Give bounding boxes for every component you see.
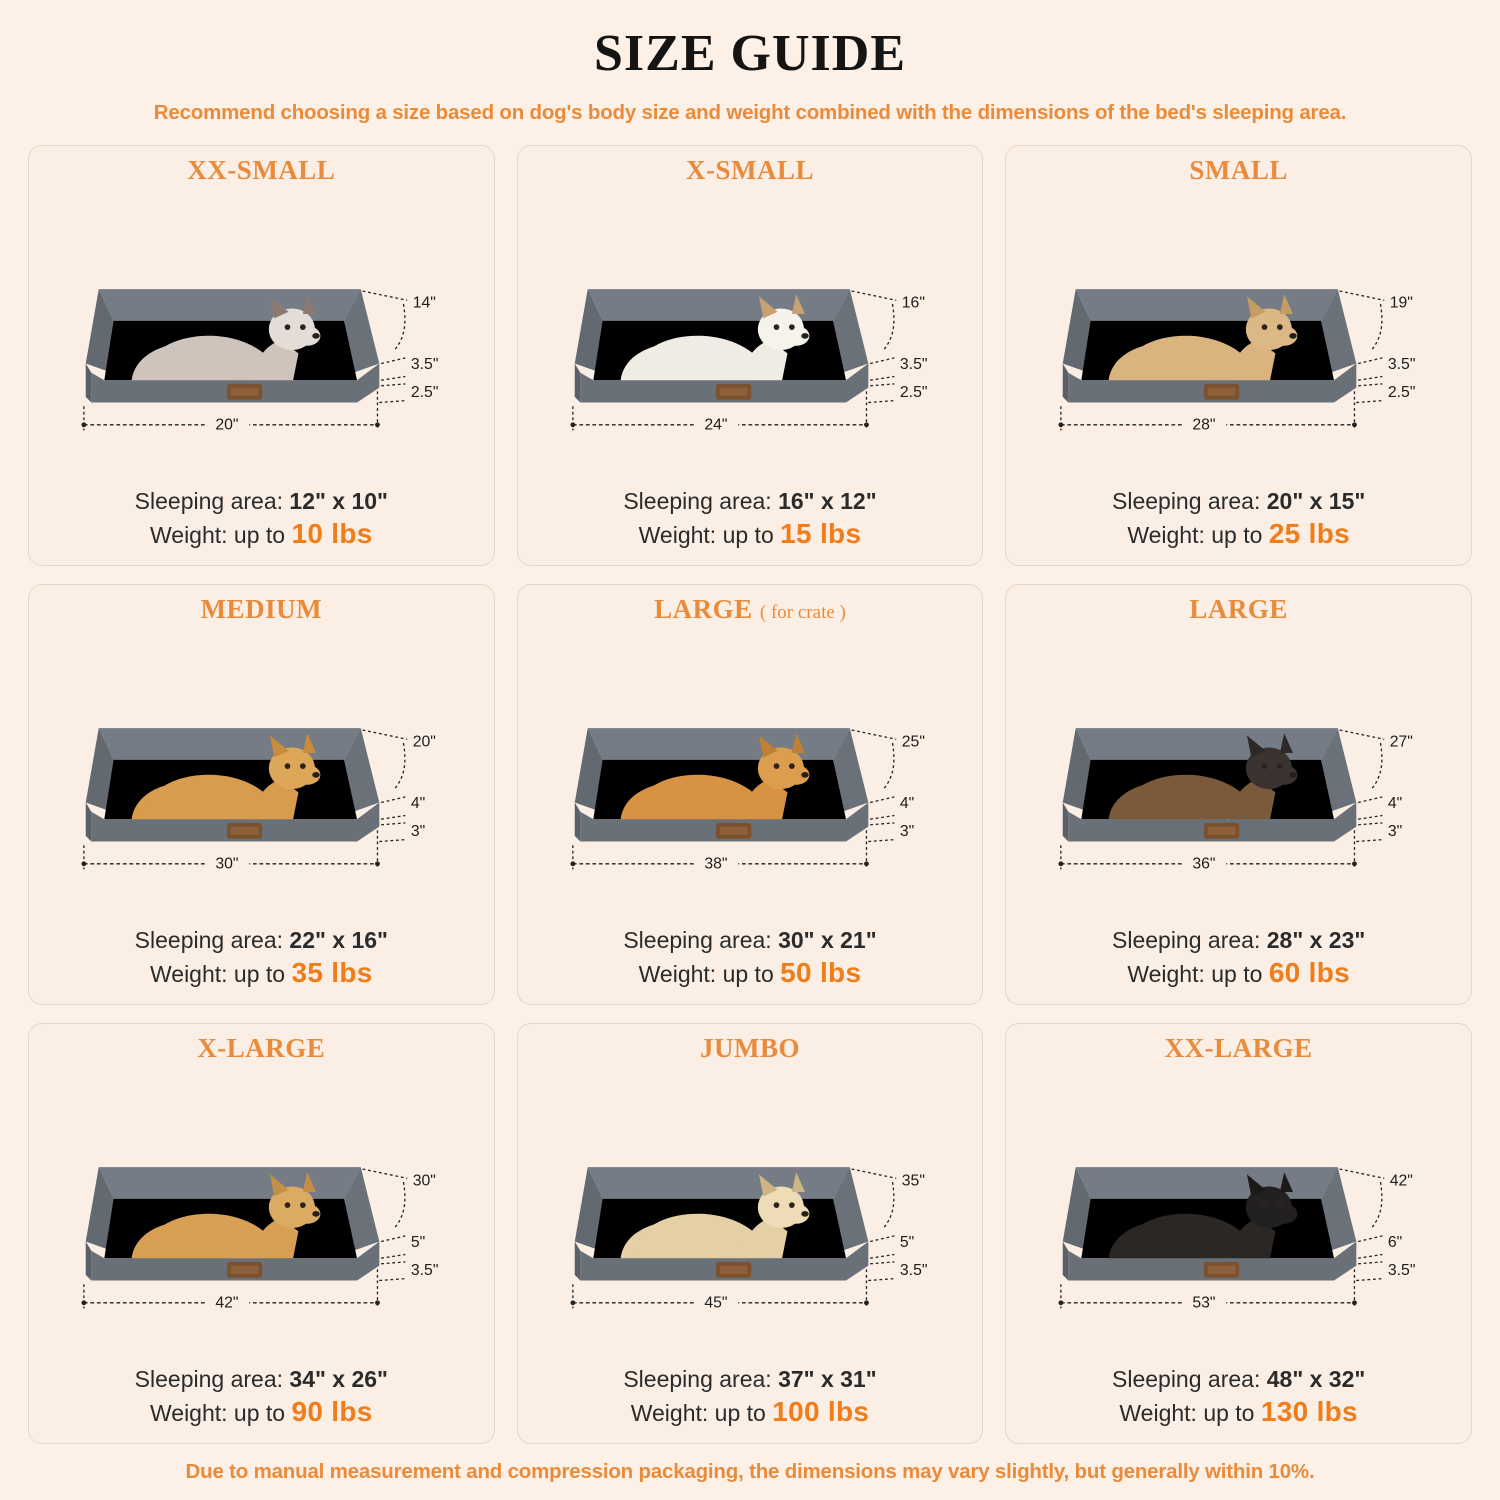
bed-svg — [43, 627, 480, 925]
weight-line — [43, 516, 480, 553]
size-card-title — [1189, 595, 1288, 625]
size-card-small[interactable] — [1005, 145, 1472, 566]
bolster-label: 3.5" — [899, 355, 928, 373]
height-label: 19" — [1390, 294, 1414, 312]
weight-value: 90 lbs — [291, 1396, 373, 1428]
sleeping-area-line — [1020, 486, 1457, 516]
base-label: 3.5" — [1388, 1261, 1416, 1279]
weight-label: Weight: up to — [638, 961, 781, 988]
sleeping-area-value: 48" x 32" — [1266, 1365, 1366, 1392]
sleeping-area-line — [43, 1364, 480, 1394]
weight-value: 60 lbs — [1268, 957, 1350, 989]
size-name: X-SMALL — [685, 155, 814, 185]
width-label: 36" — [1192, 855, 1216, 873]
width-label: 20" — [215, 416, 239, 434]
height-leader — [851, 291, 896, 300]
sleeping-area-value: 34" x 26" — [289, 1365, 388, 1392]
weight-label: Weight: up to — [1127, 961, 1269, 988]
sleeping-area-value: 16" x 12" — [778, 487, 877, 514]
weight-line — [532, 955, 969, 992]
weight-label: Weight: up to — [1127, 522, 1269, 549]
size-note: ( for crate ) — [759, 602, 846, 623]
bed-svg — [532, 1066, 969, 1364]
height-leader — [1340, 730, 1385, 739]
sleeping-area-line — [532, 486, 969, 516]
bolster-label: 4" — [410, 794, 426, 812]
sleeping-area-label: Sleeping area: — [1112, 1365, 1267, 1392]
sleeping-area-line — [1020, 1364, 1457, 1394]
size-card-info — [43, 486, 480, 553]
size-card-info — [1020, 1364, 1457, 1431]
bed-illustration — [1020, 627, 1457, 925]
weight-label: Weight: up to — [638, 522, 781, 549]
bed-back-bolster — [99, 289, 361, 321]
weight-value: 25 lbs — [1268, 518, 1350, 550]
weight-label: Weight: up to — [1119, 1400, 1261, 1427]
size-card-x-large[interactable] — [28, 1023, 495, 1444]
size-name: XX-SMALL — [187, 155, 336, 185]
sleeping-area-label: Sleeping area: — [623, 1365, 779, 1392]
size-card-large[interactable] — [517, 584, 984, 1005]
sleeping-area-label: Sleeping area: — [1112, 487, 1267, 514]
weight-line — [1020, 516, 1457, 553]
bed-back-bolster — [99, 728, 361, 760]
sleeping-area-label: Sleeping area: — [623, 487, 779, 514]
sleeping-area-label: Sleeping area: — [1112, 926, 1267, 953]
size-name: MEDIUM — [200, 594, 323, 624]
sleeping-area-line — [532, 1364, 969, 1394]
size-card-title — [686, 156, 814, 186]
weight-line — [43, 1394, 480, 1431]
weight-line — [532, 516, 969, 553]
weight-label: Weight: up to — [149, 1400, 292, 1427]
size-card-info — [532, 925, 969, 992]
height-leader — [363, 730, 408, 739]
sleeping-area-line — [43, 486, 480, 516]
size-card-xx-small[interactable] — [28, 145, 495, 566]
size-card-title — [187, 156, 335, 186]
weight-label: Weight: up to — [149, 522, 292, 549]
height-leader — [1340, 291, 1385, 300]
weight-value: 130 lbs — [1260, 1396, 1358, 1428]
bed-back-bolster — [587, 1167, 849, 1199]
size-name: SMALL — [1189, 155, 1288, 185]
bed-back-bolster — [587, 728, 849, 760]
width-label: 45" — [704, 1294, 728, 1312]
height-label: 27" — [1390, 733, 1414, 751]
bolster-label: 5" — [899, 1233, 914, 1251]
weight-line — [1020, 1394, 1457, 1431]
size-card-jumbo[interactable] — [517, 1023, 984, 1444]
size-card-title — [1165, 1034, 1313, 1064]
size-card-x-small[interactable] — [517, 145, 984, 566]
size-name: LARGE — [1189, 594, 1288, 624]
weight-value: 10 lbs — [291, 518, 373, 550]
sleeping-area-value: 22" x 16" — [289, 926, 388, 953]
width-label: 28" — [1192, 416, 1216, 434]
sleeping-area-label: Sleeping area: — [134, 487, 290, 514]
size-name: LARGE — [654, 594, 753, 624]
bed-back-bolster — [587, 289, 849, 321]
base-label: 2.5" — [1388, 383, 1416, 401]
height-label: 30" — [412, 1172, 436, 1190]
bed-back-bolster — [1076, 728, 1338, 760]
width-label: 53" — [1192, 1294, 1216, 1312]
weight-label: Weight: up to — [630, 1400, 773, 1427]
bed-svg — [532, 627, 969, 925]
size-card-info — [1020, 925, 1457, 992]
sleeping-area-label: Sleeping area: — [623, 926, 779, 953]
size-card-info — [1020, 486, 1457, 553]
sleeping-area-value: 20" x 15" — [1266, 487, 1366, 514]
sleeping-area-line — [43, 925, 480, 955]
bed-svg — [43, 1066, 480, 1364]
disclaimer-note: Due to manual measurement and compression packaging, the dimensions may vary slightly, but generally within 10%. — [185, 1460, 1315, 1483]
width-label: 24" — [704, 416, 728, 434]
width-label: 30" — [215, 855, 239, 873]
size-card-info — [43, 925, 480, 992]
height-label: 14" — [412, 294, 436, 312]
size-card-xx-large[interactable] — [1005, 1023, 1472, 1444]
size-name: JUMBO — [699, 1033, 800, 1063]
weight-line — [43, 955, 480, 992]
base-label: 3" — [899, 822, 914, 840]
size-card-info — [532, 486, 969, 553]
sleeping-area-value: 28" x 23" — [1266, 926, 1366, 953]
height-leader — [851, 1169, 896, 1178]
weight-line — [532, 1394, 969, 1431]
page-subtitle: Recommend choosing a size based on dog's body size and weight combined with the dimensions of the bed's sleeping area. — [153, 101, 1347, 124]
base-label: 2.5" — [410, 383, 439, 401]
height-leader — [363, 291, 408, 300]
base-label: 2.5" — [899, 383, 928, 401]
bed-illustration — [532, 627, 969, 925]
bed-illustration — [43, 627, 480, 925]
size-card-title — [197, 1034, 325, 1064]
size-card-title — [1189, 156, 1288, 186]
base-label: 3.5" — [899, 1261, 928, 1279]
bolster-label: 6" — [1388, 1233, 1403, 1251]
bed-back-bolster — [99, 1167, 361, 1199]
bolster-label: 4" — [1388, 794, 1403, 812]
bed-illustration — [1020, 188, 1457, 486]
size-name: X-LARGE — [197, 1033, 326, 1063]
height-label: 42" — [1390, 1172, 1414, 1190]
height-label: 35" — [901, 1172, 925, 1190]
height-leader — [363, 1169, 408, 1178]
sleeping-area-label: Sleeping area: — [134, 1365, 290, 1392]
bolster-label: 3.5" — [410, 355, 439, 373]
height-leader — [851, 730, 896, 739]
bed-svg — [1020, 1066, 1457, 1364]
sleeping-area-line — [532, 925, 969, 955]
size-name: XX-LARGE — [1164, 1033, 1313, 1063]
bed-illustration — [532, 1066, 969, 1364]
bed-svg — [1020, 188, 1457, 486]
sleeping-area-line — [1020, 925, 1457, 955]
height-label: 25" — [901, 733, 925, 751]
sleeping-area-label: Sleeping area: — [134, 926, 290, 953]
weight-line — [1020, 955, 1457, 992]
bolster-label: 3.5" — [1388, 355, 1416, 373]
width-label: 42" — [215, 1294, 239, 1312]
bolster-label: 4" — [899, 794, 914, 812]
size-card-title — [201, 595, 322, 625]
size-card-large[interactable] — [1005, 584, 1472, 1005]
size-card-medium[interactable] — [28, 584, 495, 1005]
weight-value: 50 lbs — [780, 957, 862, 989]
base-label: 3" — [410, 822, 426, 840]
page-title: SIZE GUIDE — [594, 25, 906, 82]
bed-illustration — [43, 1066, 480, 1364]
bed-svg — [1020, 627, 1457, 925]
size-card-title — [700, 1034, 800, 1064]
sleeping-area-value: 37" x 31" — [778, 1365, 877, 1392]
bed-illustration — [532, 188, 969, 486]
bed-svg — [43, 188, 480, 486]
size-card-title — [654, 595, 846, 625]
base-label: 3.5" — [410, 1261, 439, 1279]
size-card-info — [43, 1364, 480, 1431]
width-label: 38" — [704, 855, 728, 873]
sleeping-area-value: 12" x 10" — [289, 487, 388, 514]
weight-value: 15 lbs — [780, 518, 862, 550]
height-leader — [1340, 1169, 1385, 1178]
weight-label: Weight: up to — [149, 961, 292, 988]
bed-back-bolster — [1076, 1167, 1338, 1199]
bolster-label: 5" — [410, 1233, 426, 1251]
height-label: 16" — [901, 294, 925, 312]
bed-svg — [532, 188, 969, 486]
base-label: 3" — [1388, 822, 1403, 840]
bed-illustration — [1020, 1066, 1457, 1364]
size-card-info — [532, 1364, 969, 1431]
sleeping-area-value: 30" x 21" — [778, 926, 877, 953]
bed-illustration — [43, 188, 480, 486]
weight-value: 35 lbs — [291, 957, 373, 989]
bed-back-bolster — [1076, 289, 1338, 321]
size-card-grid — [28, 145, 1472, 1444]
height-label: 20" — [412, 733, 436, 751]
weight-value: 100 lbs — [772, 1396, 870, 1428]
